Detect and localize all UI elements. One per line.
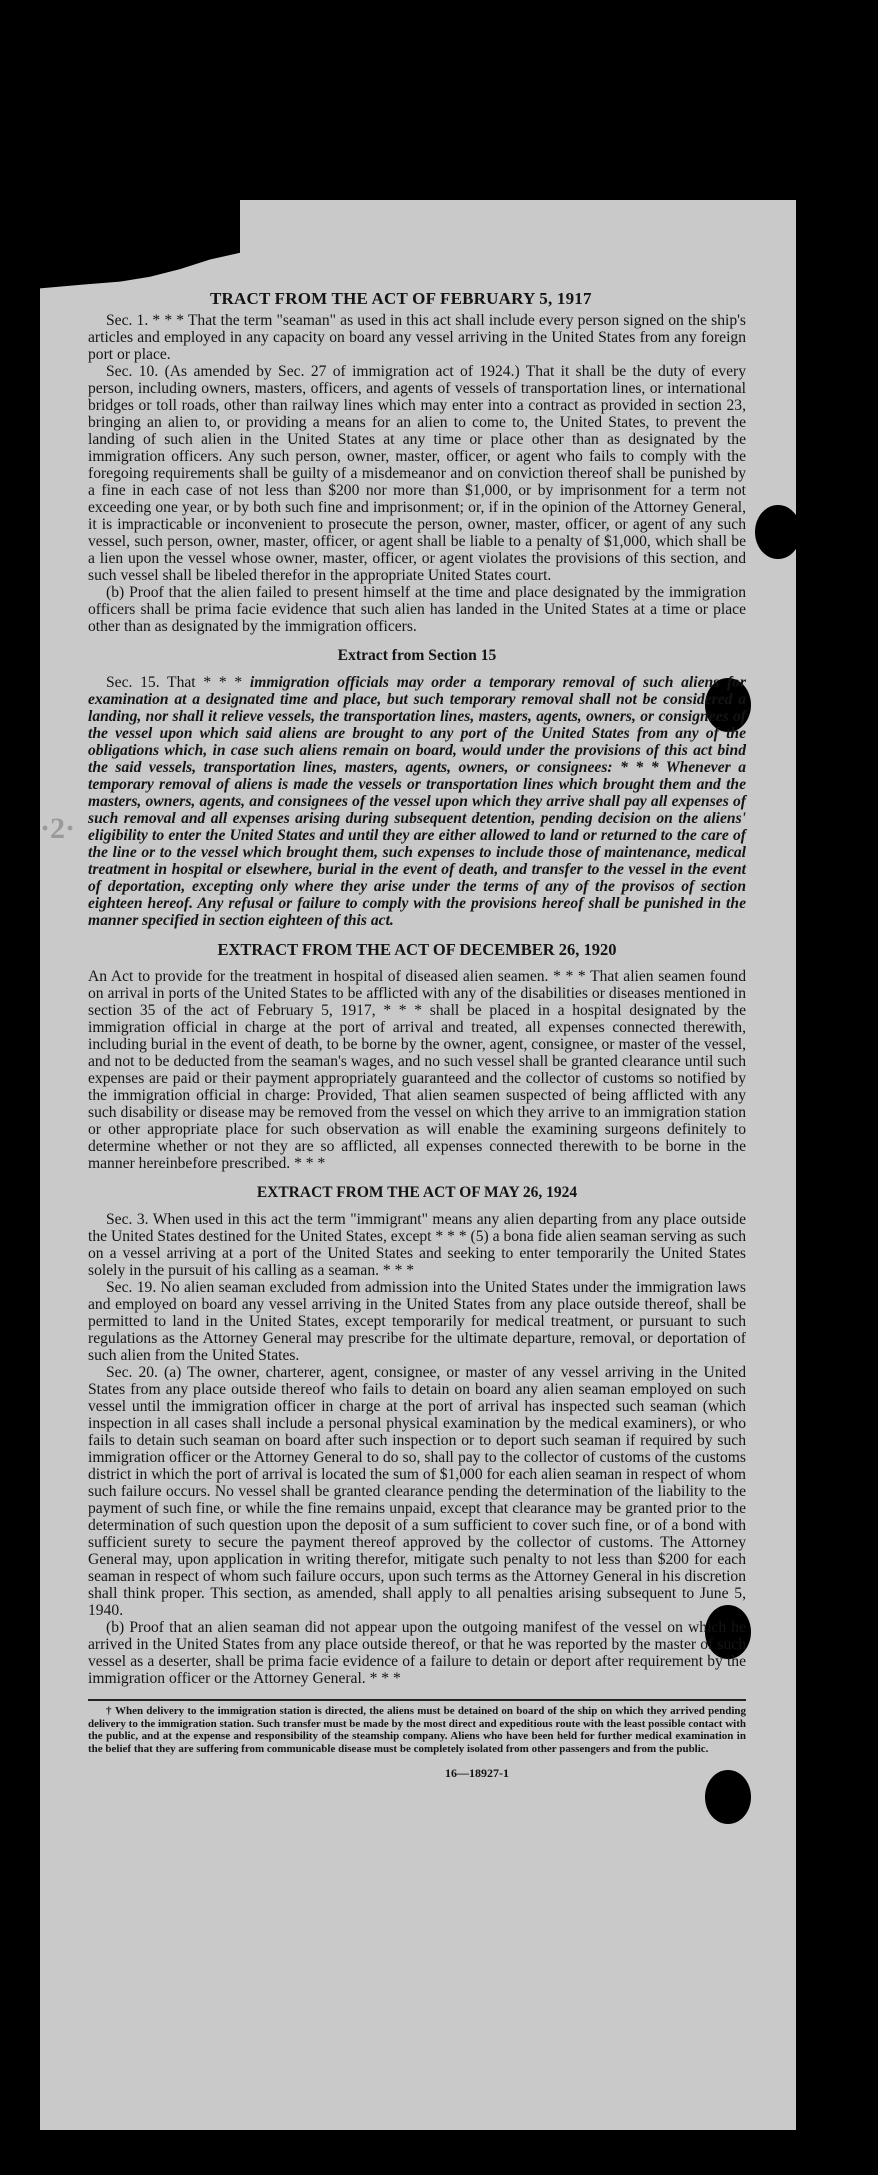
smudge-mark: ·2· (40, 812, 76, 845)
heading-act-1917: TRACT FROM THE ACT OF FEBRUARY 5, 1917 (210, 289, 592, 308)
footnote-divider (88, 1699, 746, 1701)
form-number: 16—18927-1 (445, 1766, 509, 1780)
section-15 (88, 674, 746, 929)
section-1: Sec. 1. * * * That the term "seaman" as used in this act shall include every person signed on the ship's articles and employed in any capacity on board any vessel arriving in the United States from any foreign port or place. (88, 312, 746, 363)
section-3: Sec. 3. When used in this act the term "immigrant" means any alien departing from any place outside the United States destined for the United States, except * * * (5) a bona fide alien seaman serving as such on a vessel arriving at a port of the United States and seeking to enter temporarily the United States solely in the pursuit of his calling as a seaman. * * * (88, 1211, 746, 1279)
document-page (40, 200, 796, 2130)
act-1920-text: An Act to provide for the treatment in hospital of diseased alien seamen. * * * That alien seamen found on arrival in ports of the United States to be afflicted with any of the disabilities or diseases mentioned in section 35 of the act of February 5, 1917, * * * shall be placed in a hospital designated by the immigration official in charge at the port of arrival and treated, all expenses connected therewith, including burial in the event of death, to be borne by the owner, agent, consignee, or master of the vessel, and not to be deducted from the seaman's wages, and no such vessel shall be granted clearance until such expenses are paid or their payment appropriately guaranteed and the collector of customs so notified by the immigration official in charge: Provided, That alien seamen suspected of being afflicted with any such disability or disease may be removed from the vessel on which they arrive to an immigration station or other appropriate place for such observation as will enable the examining surgeons definitely to determine whether or not they are so afflicted, all expenses connected therewith to be borne in the manner hereinbefore prescribed. * * * (88, 968, 746, 1172)
heading-section-15: Extract from Section 15 (337, 647, 497, 664)
document-body (88, 312, 746, 1782)
footnote: † When delivery to the immigration station is directed, the aliens must be detained on board of the ship on which they arrived pending delivery to the immigration station. Such transfer must be made by the most direct and expeditious route with the least possible contact with the public, and at the expense and responsibility of the steamship company. Aliens who have been held for further medical examination in the belief that they are suffering from communicable disease must be completely isolated from other passengers and from the public. (88, 1705, 746, 1755)
section-10: Sec. 10. (As amended by Sec. 27 of immigration act of 1924.) That it shall be the duty of every person, including owners, masters, officers, and agents of vessels of transportation lines, or international bridges or toll roads, other than railway lines which may enter into a contract as provided in section 23, bringing an alien to, or providing a means for an alien to come to, the United States, to prevent the landing of such alien in the United States at any time or place other than as designated by the immigration officers. Any such person, owner, master, officer, or agent who fails to comply with the foregoing requirements shall be guilty of a misdemeanor and on conviction thereof shall be punished by a fine in each case of not less than $200 nor more than $1,000, or by imprisonment for a term not exceeding one year, or by both such fine and imprisonment; or, if in the opinion of the Attorney General, it is impracticable or inconvenient to prosecute the person, owner, master, officer, or agent of any such vessel, such person, owner, master, officer, or agent shall be liable to a penalty of $1,000, which shall be a lien upon the vessel whose owner, master, officer, or agent violates the provisions of this section, and such vessel shall be libeled therefor in the appropriate United States court. (88, 363, 746, 584)
section-10-b: (b) Proof that the alien failed to present himself at the time and place designated by the immigration officers shall be prima facie evidence that such alien has landed in the United States at a time or place other than as designated by the immigration officers. (88, 584, 746, 635)
heading-act-1920: EXTRACT FROM THE ACT OF DECEMBER 26, 1920 (217, 940, 617, 959)
torn-corner (40, 200, 240, 296)
punch-hole-1 (755, 505, 801, 559)
section-19: Sec. 19. No alien seaman excluded from admission into the United States under the immigration laws and employed on board any vessel arriving in the United States from any place outside thereof, shall be permitted to land in the United States, except temporarily for medical treatment, or pursuant to such regulations as the Attorney General may prescribe for the ultimate departure, removal, or deportation of such alien from the United States. (88, 1279, 746, 1364)
section-20-b: (b) Proof that an alien seaman did not appear upon the outgoing manifest of the vessel on which he arrived in the United States from any place outside thereof, or that he was reported by the master of such vessel as a deserter, shall be prima facie evidence of a failure to detain or deport after requirement by the immigration officer or the Attorney General. * * * (88, 1619, 746, 1687)
section-15-text: immigration officials may order a temporary removal of such aliens for examination at a designated time and place, but such temporary removal shall not be considered a landing, nor shall it relieve vessels, the transportation lines, masters, agents, owners, or consignees of the vessel upon which said aliens are brought to any port of the United States from any of the obligations which, in case such aliens remain on board, would under the provisions of this act bind the said vessels, transportation lines, masters, agents, owners, or consignees: * * * Whenever a temporary removal of aliens is made the vessels or transportation lines which brought them and the masters, owners, agents, and consignees of the vessel upon which they arrive shall pay all expenses of such removal and all expenses arising during subsequent detention, pending decision on the aliens' eligibility to enter the United States and until they are either allowed to land or returned to the care of the line or to the vessel which brought them, such expenses to include those of maintenance, medical treatment in hospital or elsewhere, burial in the event of death, and transfer to the vessel in the event of deportation, excepting only where they arise under the terms of any of the provisos of section eighteen hereof. Any refusal or failure to comply with the provisions hereof shall be punished in the manner specified in section eighteen of this act. (88, 674, 746, 929)
section-20: Sec. 20. (a) The owner, charterer, agent, consignee, or master of any vessel arriving in the United States from any place outside thereof who fails to detain on board any alien seaman employed on such vessel until the immigration officer in charge at the port of arrival has inspected such seaman (which inspection in all cases shall include a personal physical examination by the medical examiners), or who fails to detain such seaman on board after such inspection or to deport such seaman if required by such immigration officer or the Attorney General to do so, shall pay to the collector of customs of the customs district in which the port of arrival is located the sum of $1,000 for each alien seaman in respect of whom such failure occurs. No vessel shall be granted clearance pending the determination of the liability to the payment of such fine, or while the fine remains unpaid, except that clearance may be granted prior to the determination of such question upon the deposit of a sum sufficient to cover such fine, or of a bond with sufficient surety to secure the payment thereof approved by the collector of customs. The Attorney General may, upon application in writing therefor, mitigate such penalty to not less than $200 for each seaman in respect of whom such failure occurs, upon such terms as the Attorney General in his discretion shall think proper. This section, as amended, shall apply to all penalties arising subsequent to June 5, 1940. (88, 1364, 746, 1619)
heading-act-1924: EXTRACT FROM THE ACT OF MAY 26, 1924 (256, 1184, 578, 1201)
section-15-intro: Sec. 15. That * * * (106, 674, 250, 691)
